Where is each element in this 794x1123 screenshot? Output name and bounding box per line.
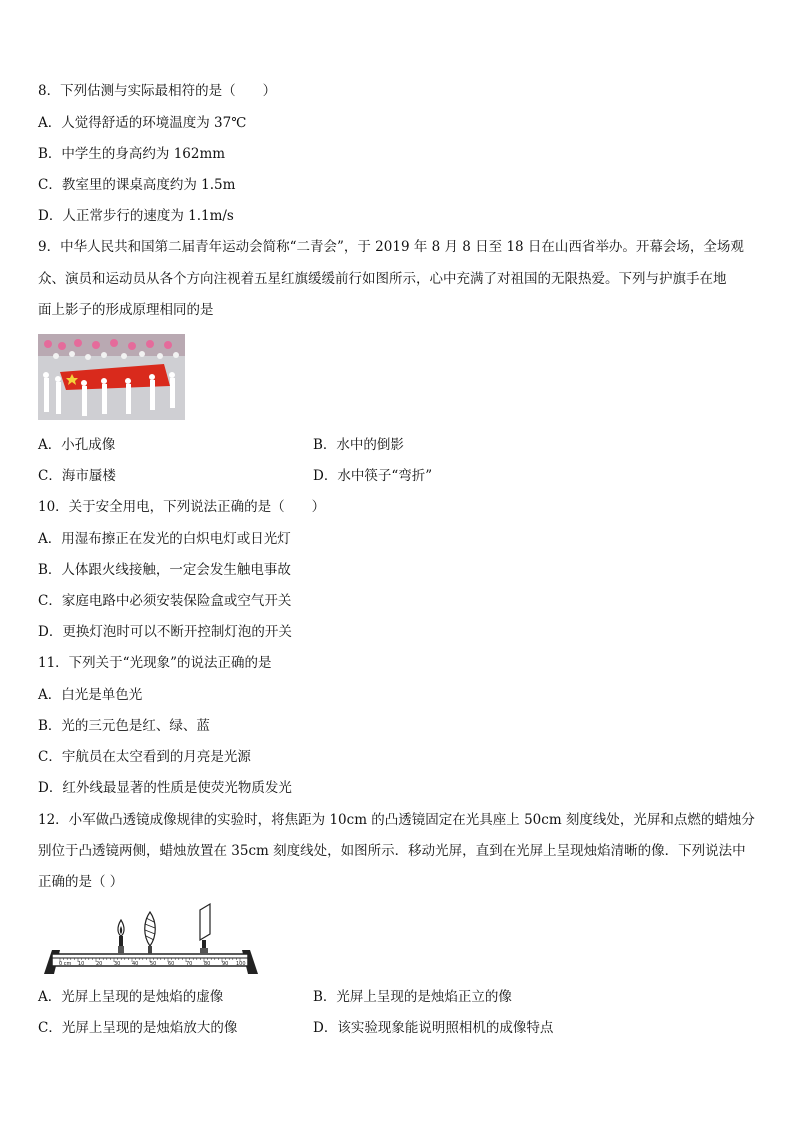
q8-option-a: A．人觉得舒适的环境温度为 37℃ [38, 115, 247, 131]
q8-option-c: C．教室里的课桌高度约为 1.5m [38, 177, 236, 193]
optical-bench-illustration [42, 900, 262, 978]
q12-stem-line-2: 别位于凸透镜两侧，蜡烛放置在 35cm 刻度线处，如图所示．移动光屏，直到在光屏上呈现烛焰清晰的像．下列说法中 [38, 843, 746, 859]
q10-stem: 10．关于安全用电，下列说法正确的是（ ） [38, 499, 326, 515]
q8-option-d: D．人正常步行的速度为 1.1m/s [38, 208, 234, 224]
q11-option-c: C．宇航员在太空看到的月亮是光源 [38, 749, 251, 765]
q12-option-d: D．该实验现象能说明照相机的成像特点 [313, 1020, 554, 1036]
candle [118, 920, 124, 954]
q12-stem-line-1: 12．小军做凸透镜成像规律的实验时，将焦距为 10cm 的凸透镜固定在光具座上 50cm 刻度线处，光屏和点燃的蜡烛分 [38, 812, 755, 828]
q10-option-d: D．更换灯泡时可以不断开控制灯泡的开关 [38, 624, 292, 640]
ruler-label: 40 [132, 961, 139, 967]
flag-parade-illustration [38, 334, 185, 420]
ruler-label: 100 [236, 961, 246, 967]
q9-stem-line-3: 面上影子的形成原理相同的是 [38, 302, 214, 318]
q12-option-b: B．光屏上呈现的是烛焰正立的像 [313, 989, 512, 1005]
ruler-label: 60 [168, 961, 175, 967]
ruler-label: 30 [114, 961, 121, 967]
q12-stem-line-3: 正确的是（ ） [38, 874, 124, 890]
ruler-label: 80 [204, 961, 211, 967]
convex-lens [145, 912, 156, 954]
q9-option-a: A．小孔成像 [38, 437, 116, 453]
light-screen [200, 904, 210, 954]
q11-option-b: B．光的三元色是红、绿、蓝 [38, 718, 210, 734]
q9-stem-line-2: 众、演员和运动员从各个方向注视着五星红旗缓缓前行如图所示，心中充满了对祖国的无限热爱。下列与护旗手在地 [38, 271, 727, 287]
ruler-label: 0 cm [59, 961, 72, 967]
q11-stem: 11．下列关于“光现象”的说法正确的是 [38, 655, 272, 671]
flag-parade-photo [38, 334, 185, 420]
ruler-label: 70 [186, 961, 193, 967]
q11-option-a: A．白光是单色光 [38, 687, 143, 703]
ruler-label: 90 [222, 961, 229, 967]
ruler-label: 20 [96, 961, 103, 967]
q10-option-c: C．家庭电路中必须安装保险盒或空气开关 [38, 593, 292, 609]
q10-option-a: A．用湿布擦正在发光的白炽电灯或日光灯 [38, 531, 291, 547]
q10-option-b: B．人体跟火线接触，一定会发生触电事故 [38, 562, 291, 578]
q9-stem-line-1: 9．中华人民共和国第二届青年运动会简称“二青会”，于 2019 年 8 月 8 日至 18 日在山西省举办。开幕会场，全场观 [38, 239, 744, 255]
q12-option-c: C．光屏上呈现的是烛焰放大的像 [38, 1020, 238, 1036]
q12-option-a: A．光屏上呈现的是烛焰的虚像 [38, 989, 224, 1005]
q8-option-b: B．中学生的身高约为 162mm [38, 146, 226, 162]
optical-bench-figure [42, 900, 262, 978]
q11-option-d: D．红外线最显著的性质是使荧光物质发光 [38, 780, 292, 796]
ruler-label: 50 [150, 961, 157, 967]
q9-option-c: C．海市蜃楼 [38, 468, 116, 484]
ruler-label: 10 [78, 961, 85, 967]
q9-option-d: D．水中筷子“弯折” [313, 468, 433, 484]
q9-option-b: B．水中的倒影 [313, 437, 404, 453]
q8-stem: 8．下列估测与实际最相符的是（ ） [38, 83, 277, 99]
